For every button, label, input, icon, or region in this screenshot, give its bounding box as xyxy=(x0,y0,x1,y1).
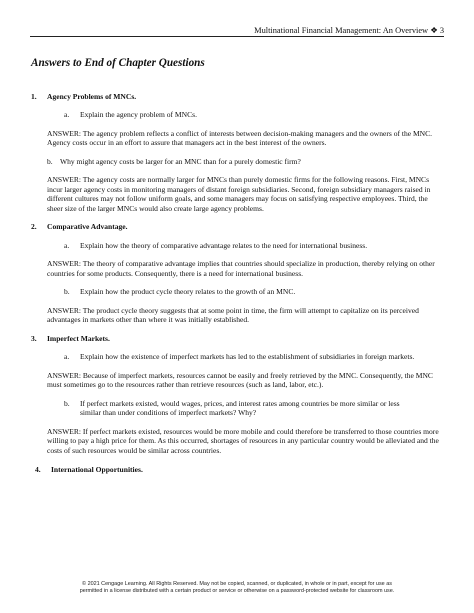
question-title: Comparative Advantage. xyxy=(47,222,128,232)
answer-2b: ANSWER: The product cycle theory suggests that at some point in time, the firm will attempt to capitalize on its perceived advantages in markets other than where it was initially established. xyxy=(47,305,419,325)
question-2b xyxy=(31,287,444,296)
footer-line-1: © 2021 Cengage Learning. All Rights Reserved. May not be copied, scanned, or duplicated, in whole or in part, except for use as xyxy=(82,581,392,587)
answer-2a: ANSWER: The theory of comparative advantage implies that countries should specialize in production, thereby relying on other countries for some products. Consequently, there is a need for international business. xyxy=(47,259,435,278)
sub-question-label: a. xyxy=(64,110,70,120)
question-2a xyxy=(31,241,444,250)
answer-1a: ANSWER: The agency problem reflects a conflict of interests between decision-making managers and the owners of the MNC. Agency costs occur in an effort to assure that managers act in the best interest of the owners. xyxy=(47,128,433,148)
question-3-heading xyxy=(31,334,444,343)
header-rule xyxy=(30,36,444,37)
question-number: 1. xyxy=(31,92,37,101)
sub-question-label: b. xyxy=(47,157,53,167)
question-title: Agency Problems of MNCs. xyxy=(47,92,137,101)
sub-question-label: a. xyxy=(64,352,70,362)
question-3b xyxy=(31,399,444,418)
header-ornament-icon: ❖ xyxy=(430,26,438,35)
question-title: Imperfect Markets. xyxy=(47,334,110,344)
page-number: 3 xyxy=(439,26,444,35)
copyright-footer xyxy=(0,581,474,595)
question-1-heading xyxy=(31,92,444,101)
question-title: International Opportunities. xyxy=(51,464,143,474)
question-2-heading xyxy=(31,222,444,231)
sub-question-text: Explain how the existence of imperfect markets has led to the establishment of subsidiaries in foreign markets. xyxy=(80,352,415,362)
sub-question-text: Explain how the theory of comparative advantage relates to the need for international business. xyxy=(80,240,368,250)
sub-question-label: b. xyxy=(64,399,70,409)
answer-3a: ANSWER: Because of imperfect markets, resources cannot be easily and freely retrieved by the MNC. Consequently, the MNC must sometimes go to the resources rather than retrieve resources (such as land, labor, etc.). xyxy=(47,370,433,390)
question-number: 4. xyxy=(35,464,41,474)
sub-question-label: b. xyxy=(64,287,70,297)
question-3a xyxy=(31,352,444,361)
question-number: 3. xyxy=(31,334,37,344)
header-title: Multinational Financial Management: An Overview xyxy=(254,26,429,35)
answer-1b: ANSWER: The agency costs are normally larger for MNCs than purely domestic firms for the following reasons. First, MNCs incur larger agency costs in monitoring managers of distant foreign subsidiaries. Second, foreign subsidiary managers raised in different cultures may not follow uniform goals, and some managers may focus on satisfying respective employees. Third, the sheer size of the larger MNCs would also create large agency problems. xyxy=(47,175,431,213)
document-body xyxy=(31,92,444,483)
answer-3b: ANSWER: If perfect markets existed, resources would be more mobile and could therefore be transferred to those countries more willing to pay a high price for them. As this occurred, shortages of resources in any particular country would be alleviated and the costs of such resources would be similar across countries. xyxy=(47,426,439,455)
sub-question-text: Explain the agency problem of MNCs. xyxy=(80,110,197,120)
question-4-heading xyxy=(31,465,444,474)
question-1b xyxy=(31,157,444,166)
sub-question-text: If perfect markets existed, would wages, prices, and interest rates among countries be more similar or less similar than under conditions of imperfect markets? Why? xyxy=(80,399,400,418)
question-1a xyxy=(31,110,444,119)
sub-question-label: a. xyxy=(64,240,70,250)
sub-question-text: Why might agency costs be larger for an MNC than for a purely domestic firm? xyxy=(60,157,301,167)
question-number: 2. xyxy=(31,222,37,232)
footer-line-2: permitted in a license distributed with a certain product or service or otherwise on a password-protected website for classroom use. xyxy=(79,588,395,595)
sub-question-text: Explain how the product cycle theory relates to the growth of an MNC. xyxy=(80,287,296,297)
page-title: Answers to End of Chapter Questions xyxy=(31,57,205,69)
running-header xyxy=(254,25,444,35)
